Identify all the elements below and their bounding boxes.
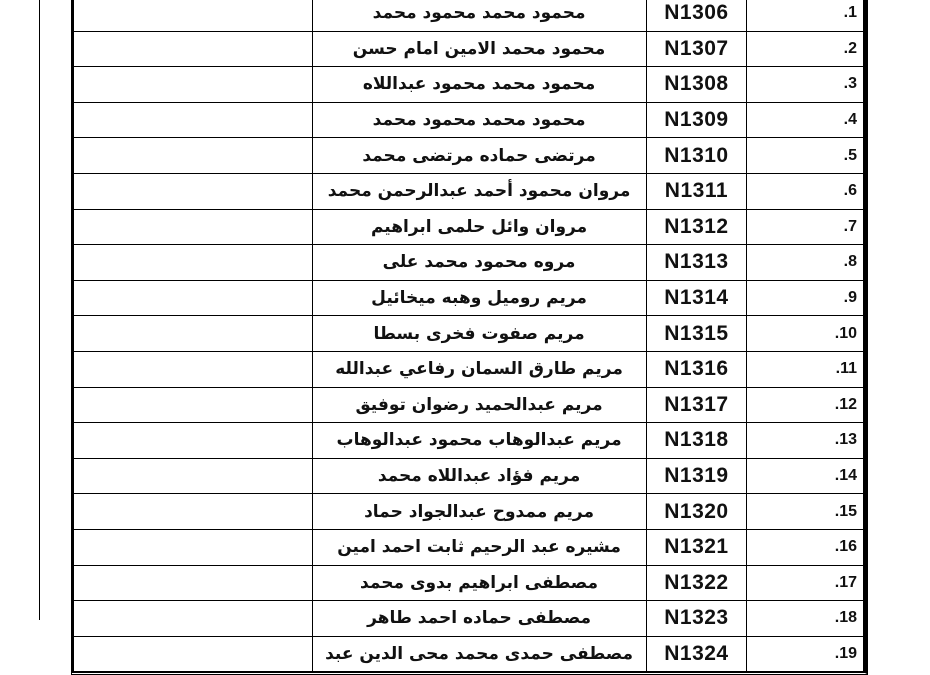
row-number: .18 <box>834 609 857 627</box>
row-number: .4 <box>843 111 857 129</box>
row-number-cell <box>747 102 864 138</box>
table-row <box>74 102 864 138</box>
student-name: محمود محمد الامين امام حسن <box>312 31 646 67</box>
student-name: مريم روميل وهبه ميخائيل <box>312 280 646 316</box>
row-number-cell <box>747 280 864 316</box>
row-number-cell <box>747 316 864 352</box>
blank-cell <box>74 423 313 459</box>
row-number: .5 <box>843 146 857 164</box>
row-number-cell <box>747 173 864 209</box>
student-name: مصطفى حمدى محمد محى الدين عبد <box>312 636 646 672</box>
table-row <box>74 316 864 352</box>
row-number: .16 <box>834 538 857 556</box>
row-number: .3 <box>843 75 857 93</box>
student-code: N1320 <box>646 494 747 530</box>
row-number: .2 <box>843 39 857 57</box>
row-number: .14 <box>834 467 857 485</box>
student-code: N1322 <box>646 565 747 601</box>
blank-cell <box>74 138 313 174</box>
student-name: محمود محمد محمود محمد <box>312 102 646 138</box>
blank-cell <box>74 209 313 245</box>
row-number-cell <box>747 565 864 601</box>
blank-cell <box>74 102 313 138</box>
row-number: .17 <box>834 573 857 591</box>
student-code: N1317 <box>646 387 747 423</box>
student-code: N1309 <box>646 102 747 138</box>
row-number-cell <box>747 138 864 174</box>
table-row <box>74 138 864 174</box>
blank-cell <box>74 245 313 281</box>
table-row <box>74 245 864 281</box>
row-number-cell <box>747 0 864 31</box>
student-name: مريم طارق السمان رفاعي عبدالله <box>312 351 646 387</box>
row-number: .10 <box>834 324 857 342</box>
student-roster-table <box>71 0 868 675</box>
table-row <box>74 67 864 103</box>
blank-cell <box>74 280 313 316</box>
row-number-cell <box>747 458 864 494</box>
roster-body <box>74 0 864 672</box>
blank-cell <box>74 316 313 352</box>
student-name: مروه محمود محمد على <box>312 245 646 281</box>
row-number-cell <box>747 31 864 67</box>
blank-cell <box>74 173 313 209</box>
student-name: مرتضى حماده مرتضى محمد <box>312 138 646 174</box>
table-row <box>74 351 864 387</box>
student-code: N1307 <box>646 31 747 67</box>
table-row <box>74 458 864 494</box>
student-code: N1310 <box>646 138 747 174</box>
row-number-cell <box>747 529 864 565</box>
blank-cell <box>74 67 313 103</box>
student-name: مصطفى حماده احمد طاهر <box>312 601 646 637</box>
row-number: .12 <box>834 395 857 413</box>
row-number-cell <box>747 209 864 245</box>
blank-cell <box>74 494 313 530</box>
student-code: N1308 <box>646 67 747 103</box>
student-name: مشيره عبد الرحيم ثابت احمد امين <box>312 529 646 565</box>
blank-cell <box>74 387 313 423</box>
student-name: مصطفى ابراهيم بدوى محمد <box>312 565 646 601</box>
student-code: N1318 <box>646 423 747 459</box>
student-name: مروان وائل حلمى ابراهيم <box>312 209 646 245</box>
student-code: N1324 <box>646 636 747 672</box>
row-number: .8 <box>843 253 857 271</box>
page-left-edge <box>39 0 40 620</box>
table-row <box>74 636 864 672</box>
row-number: .13 <box>834 431 857 449</box>
blank-cell <box>74 565 313 601</box>
blank-cell <box>74 601 313 637</box>
row-number: .7 <box>843 217 857 235</box>
row-number: .6 <box>843 182 857 200</box>
student-name: مريم عبدالوهاب محمود عبدالوهاب <box>312 423 646 459</box>
row-number: .15 <box>834 502 857 520</box>
row-number-cell <box>747 245 864 281</box>
blank-cell <box>74 351 313 387</box>
student-code: N1321 <box>646 529 747 565</box>
row-number-cell <box>747 494 864 530</box>
table-row <box>74 494 864 530</box>
student-name: محمود محمد محمود محمد <box>312 0 646 31</box>
row-number: .9 <box>843 289 857 307</box>
row-number: .19 <box>834 644 857 662</box>
student-code: N1316 <box>646 351 747 387</box>
student-name: مريم عبدالحميد رضوان توفيق <box>312 387 646 423</box>
table-row <box>74 209 864 245</box>
student-code: N1313 <box>646 245 747 281</box>
table-row <box>74 423 864 459</box>
student-name: مريم صفوت فخرى بسطا <box>312 316 646 352</box>
row-number-cell <box>747 387 864 423</box>
row-number-cell <box>747 636 864 672</box>
table-row <box>74 387 864 423</box>
blank-cell <box>74 458 313 494</box>
student-name: مروان محمود أحمد عبدالرحمن محمد <box>312 173 646 209</box>
table-row <box>74 529 864 565</box>
row-number: .1 <box>843 4 857 22</box>
row-number-cell <box>747 423 864 459</box>
blank-cell <box>74 636 313 672</box>
blank-cell <box>74 529 313 565</box>
student-name: محمود محمد محمود عبداللاه <box>312 67 646 103</box>
student-code: N1319 <box>646 458 747 494</box>
student-code: N1311 <box>646 173 747 209</box>
table-row <box>74 280 864 316</box>
student-name: مريم فؤاد عبداللاه محمد <box>312 458 646 494</box>
row-number-cell <box>747 351 864 387</box>
table-row <box>74 0 864 31</box>
table-row <box>74 565 864 601</box>
table-row <box>74 31 864 67</box>
student-code: N1312 <box>646 209 747 245</box>
roster-grid <box>73 0 864 672</box>
row-number-cell <box>747 67 864 103</box>
student-code: N1315 <box>646 316 747 352</box>
student-code: N1306 <box>646 0 747 31</box>
row-number: .11 <box>835 360 857 378</box>
row-number-cell <box>747 601 864 637</box>
student-name: مريم ممدوح عبدالجواد حماد <box>312 494 646 530</box>
table-row <box>74 173 864 209</box>
student-code: N1323 <box>646 601 747 637</box>
table-row <box>74 601 864 637</box>
blank-cell <box>74 31 313 67</box>
blank-cell <box>74 0 313 31</box>
student-code: N1314 <box>646 280 747 316</box>
